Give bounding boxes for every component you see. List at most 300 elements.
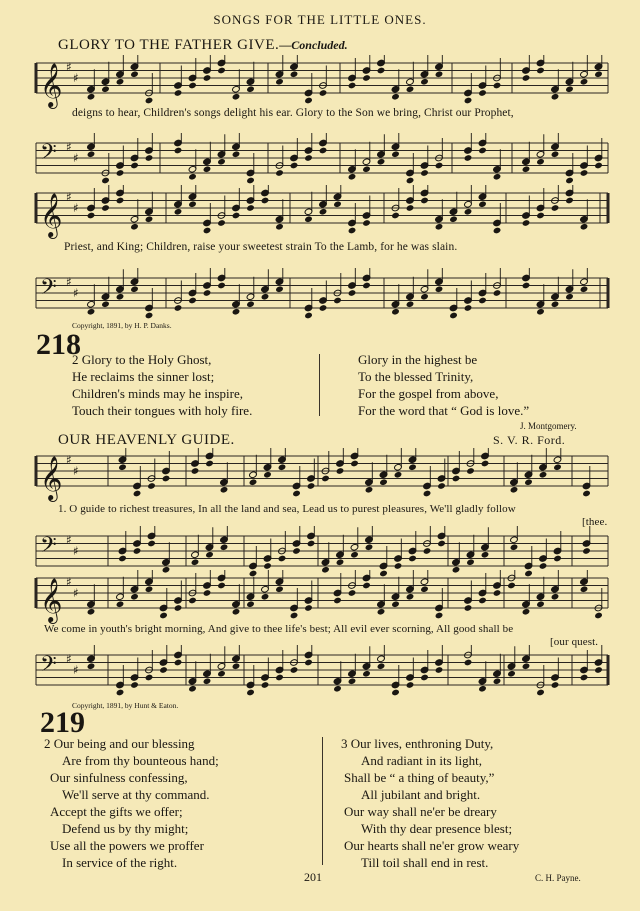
note-head [539, 471, 548, 479]
note-head [87, 662, 96, 670]
bass-clef-icon: 𝄢 [40, 140, 57, 170]
note-head [350, 551, 359, 559]
note-head [159, 612, 168, 620]
note-head [246, 600, 255, 608]
note-head [217, 158, 226, 166]
note-head [553, 555, 562, 563]
note-head [478, 147, 487, 155]
lyrics-overflow: [our quest. [550, 636, 599, 648]
note-head [290, 162, 299, 170]
note-head [174, 604, 183, 612]
note-head [188, 297, 197, 305]
music-system-5 [0, 448, 640, 528]
note-head [159, 666, 168, 674]
note-head [582, 490, 591, 498]
note-head [420, 197, 429, 205]
sharp-icon: ♯ [66, 140, 72, 154]
note-head [522, 219, 531, 227]
verse-line: Our way shall ne'er be dreary [344, 804, 497, 819]
sharp-icon: ♯ [73, 151, 79, 165]
note-head [536, 308, 545, 316]
note-head [116, 197, 125, 205]
sharp-icon: ♯ [66, 453, 72, 467]
note-head [263, 562, 272, 570]
note-head [217, 219, 226, 227]
note-head [478, 297, 487, 305]
sharp-icon: ♯ [66, 275, 72, 289]
note-head [522, 608, 531, 616]
note-head [174, 304, 183, 312]
note-head [292, 490, 301, 498]
note-head [391, 212, 400, 220]
note-head [188, 200, 197, 208]
music-system-4 [0, 268, 640, 348]
note-head [478, 89, 487, 97]
note-head [203, 289, 212, 297]
note-head [362, 165, 371, 173]
note-head [493, 289, 502, 297]
verse-line: We'll serve at thy command. [62, 787, 210, 802]
note-head [275, 223, 284, 231]
sharp-icon: ♯ [66, 652, 72, 666]
note-head [145, 674, 154, 682]
lyrics-line: deigns to hear, Children's songs delight his ear. Glory to the Son we bring, Christ our Prophet, [72, 107, 514, 119]
note-head [101, 300, 110, 308]
verse-line: All jubilant and bright. [361, 787, 481, 802]
note-head [130, 70, 139, 78]
note-head [118, 463, 127, 471]
note-head [333, 200, 342, 208]
note-head [348, 173, 357, 181]
note-head [101, 85, 110, 93]
sharp-icon: ♯ [73, 464, 79, 478]
note-head [406, 593, 415, 601]
note-head [116, 169, 125, 177]
bass-clef-icon: 𝄢 [40, 275, 57, 305]
note-head [565, 177, 574, 185]
note-head [594, 666, 603, 674]
music-system-8 [0, 645, 640, 725]
note-head [553, 463, 562, 471]
note-head [278, 555, 287, 563]
note-head [423, 490, 432, 498]
verse-line: For the word that “ God is love.” [358, 403, 530, 418]
note-head [232, 93, 241, 101]
sharp-icon: ♯ [66, 533, 72, 547]
note-head [365, 486, 374, 494]
copyright-notice: Copyright, 1891, by H. P. Danks. [72, 321, 172, 330]
note-head [493, 227, 502, 235]
verse-left-column [44, 735, 219, 871]
sharp-icon: ♯ [66, 60, 72, 74]
verse-line: 2 Our being and our blessing [44, 736, 195, 751]
note-head [536, 158, 545, 166]
note-head [551, 593, 560, 601]
note-head [580, 585, 589, 593]
note-head [481, 551, 490, 559]
note-head [452, 475, 461, 483]
note-head [391, 600, 400, 608]
lyrics-line: Priest, and King; Children, raise your sweetest strain To the Lamb, for he was slain. [64, 241, 458, 253]
lyrics-line: 1. O guide to richest treasures, In all the land and sea, Lead us to purest pleasures, We'll gladly follow [58, 503, 516, 515]
sharp-icon: ♯ [73, 663, 79, 677]
note-head [435, 70, 444, 78]
note-head [162, 475, 171, 483]
note-head [145, 585, 154, 593]
verse-line: He reclaims the sinner lost; [72, 369, 215, 384]
note-head [391, 689, 400, 697]
note-head [423, 547, 432, 555]
note-head [130, 285, 139, 293]
note-head [319, 147, 328, 155]
note-head [582, 547, 591, 555]
note-head [435, 666, 444, 674]
note-head [87, 150, 96, 158]
bass-clef-icon: 𝄢 [40, 652, 57, 682]
page-number: 201 [304, 870, 322, 884]
note-head [464, 208, 473, 216]
note-head [133, 547, 142, 555]
note-head [116, 78, 125, 86]
note-head [406, 681, 415, 689]
note-head [246, 689, 255, 697]
note-head [249, 478, 258, 486]
note-head [464, 304, 473, 312]
note-head [493, 589, 502, 597]
note-head [391, 308, 400, 316]
note-head [420, 169, 429, 177]
note-head [478, 685, 487, 693]
note-head [377, 67, 386, 75]
note-head [188, 82, 197, 90]
note-head [391, 150, 400, 158]
note-head [220, 543, 229, 551]
note-head [539, 562, 548, 570]
note-head [406, 204, 415, 212]
note-head [147, 540, 156, 548]
note-head [217, 282, 226, 290]
hymn-number: 219 [40, 706, 85, 739]
note-head [116, 689, 125, 697]
note-head [464, 154, 473, 162]
note-head [536, 600, 545, 608]
note-head [188, 173, 197, 181]
note-head [365, 543, 374, 551]
verse-line: Defend us by thy might; [62, 821, 189, 836]
note-head [217, 670, 226, 678]
note-head [261, 593, 270, 601]
note-head [420, 78, 429, 86]
note-head [391, 93, 400, 101]
note-head [406, 85, 415, 93]
note-head [130, 162, 139, 170]
note-head [551, 93, 560, 101]
author-credit: J. Montgomery. [520, 421, 577, 431]
running-header: SONGS FOR THE LITTLE ONES. [213, 12, 427, 27]
note-head [232, 308, 241, 316]
note-head [406, 177, 415, 185]
sharp-icon: ♯ [73, 71, 79, 85]
verse-line: Touch their tongues with holy fire. [72, 403, 253, 418]
note-head [510, 486, 519, 494]
verse-line: Glory in the highest be [358, 352, 478, 367]
note-head [174, 208, 183, 216]
note-head [394, 471, 403, 479]
note-head [304, 312, 313, 320]
note-head [507, 670, 516, 678]
note-head [203, 589, 212, 597]
verse-line: Our hearts shall ne'er grow weary [344, 838, 520, 853]
note-head [551, 300, 560, 308]
note-head [307, 540, 316, 548]
note-head [130, 223, 139, 231]
note-head [130, 681, 139, 689]
verse-line: And radiant in its light, [361, 753, 482, 768]
note-head [261, 197, 270, 205]
note-head [261, 681, 270, 689]
note-head [275, 169, 284, 177]
note-head [133, 490, 142, 498]
note-head [348, 677, 357, 685]
note-head [420, 293, 429, 301]
verse-line: 3 Our lives, enthroning Duty, [341, 736, 494, 751]
note-head [304, 659, 313, 667]
note-head [493, 82, 502, 90]
note-head [205, 460, 214, 468]
note-head [522, 165, 531, 173]
note-head [275, 78, 284, 86]
note-head [377, 158, 386, 166]
note-head [435, 162, 444, 170]
note-head [145, 97, 154, 105]
note-head [536, 67, 545, 75]
note-head [580, 78, 589, 86]
treble-clef-icon: 𝄞 [40, 63, 63, 107]
note-head [348, 82, 357, 90]
note-head [551, 204, 560, 212]
note-head [435, 223, 444, 231]
note-head [116, 293, 125, 301]
note-head [319, 208, 328, 216]
note-head [565, 197, 574, 205]
note-head [536, 689, 545, 697]
note-head [263, 471, 272, 479]
note-head [290, 70, 299, 78]
note-head [362, 219, 371, 227]
verse-line: In service of the right. [62, 855, 178, 870]
note-head [87, 308, 96, 316]
note-head [191, 467, 200, 475]
note-head [478, 200, 487, 208]
note-head [275, 285, 284, 293]
note-head [290, 612, 299, 620]
note-head [130, 593, 139, 601]
note-head [493, 173, 502, 181]
note-head [510, 543, 519, 551]
note-head [524, 478, 533, 486]
note-head [232, 212, 241, 220]
note-head [580, 285, 589, 293]
note-head [493, 677, 502, 685]
note-head [377, 608, 386, 616]
note-head [147, 482, 156, 490]
sharp-icon: ♯ [73, 286, 79, 300]
treble-clef-icon: 𝄞 [40, 578, 63, 622]
note-head [203, 165, 212, 173]
note-head [507, 582, 516, 590]
note-head [304, 604, 313, 612]
note-head [551, 681, 560, 689]
note-head [464, 97, 473, 105]
note-head [333, 685, 342, 693]
note-head [278, 463, 287, 471]
note-head [246, 177, 255, 185]
hymn-title-glory [58, 37, 348, 54]
note-head [580, 223, 589, 231]
verse-line: For the gospel from above, [358, 386, 499, 401]
note-head [203, 677, 212, 685]
note-head [478, 597, 487, 605]
verse-line: Use all the powers we proffer [50, 838, 204, 853]
note-head [551, 150, 560, 158]
sharp-icon: ♯ [66, 575, 72, 589]
copyright-notice: Copyright, 1891, by Hunt & Eaton. [72, 701, 179, 710]
sharp-icon: ♯ [73, 586, 79, 600]
note-head [118, 555, 127, 563]
note-head [466, 558, 475, 566]
sharp-icon: ♯ [66, 190, 72, 204]
note-head [217, 67, 226, 75]
note-head [191, 558, 200, 566]
note-head [565, 85, 574, 93]
note-head [435, 285, 444, 293]
note-head [522, 74, 531, 82]
note-head [145, 215, 154, 223]
note-head [101, 177, 110, 185]
note-head [377, 662, 386, 670]
note-head [362, 670, 371, 678]
sharp-icon: ♯ [73, 544, 79, 558]
note-head [449, 215, 458, 223]
note-head [580, 674, 589, 682]
note-head [307, 482, 316, 490]
note-head [406, 300, 415, 308]
verse-line: Our sinfulness confessing, [50, 770, 188, 785]
note-head [464, 604, 473, 612]
verse-line: 2 Glory to the Holy Ghost, [72, 352, 212, 367]
bass-clef-icon: 𝄢 [40, 533, 57, 563]
note-head [246, 204, 255, 212]
note-head [116, 600, 125, 608]
note-head [203, 74, 212, 82]
note-head [292, 547, 301, 555]
music-system-3 [0, 185, 640, 265]
note-head [275, 674, 284, 682]
music-system-7 [0, 570, 640, 650]
column-divider [322, 737, 323, 865]
note-head [174, 89, 183, 97]
note-head [437, 540, 446, 548]
note-head [232, 608, 241, 616]
note-head [304, 154, 313, 162]
treble-clef-icon: 𝄞 [40, 456, 63, 500]
note-head [232, 150, 241, 158]
note-head [205, 551, 214, 559]
note-head [466, 467, 475, 475]
treble-clef-icon: 𝄞 [40, 193, 63, 237]
note-head [145, 312, 154, 320]
note-head [319, 304, 328, 312]
verse-line: Are from thy bounteous hand; [62, 753, 219, 768]
note-head [304, 97, 313, 105]
note-head [261, 293, 270, 301]
note-head [290, 666, 299, 674]
note-head [87, 608, 96, 616]
note-head [333, 597, 342, 605]
note-head [420, 585, 429, 593]
note-head [319, 89, 328, 97]
note-head [87, 212, 96, 220]
note-head [174, 147, 183, 155]
note-head [321, 475, 330, 483]
note-head [203, 227, 212, 235]
note-head [449, 312, 458, 320]
hymn-number: 218 [36, 328, 81, 361]
note-head [348, 289, 357, 297]
note-head [435, 612, 444, 620]
verse-right-column [341, 735, 519, 871]
note-head [101, 204, 110, 212]
note-head [246, 300, 255, 308]
note-head [275, 585, 284, 593]
sharp-icon: ♯ [73, 201, 79, 215]
verse-line: Children's minds may he inspire, [72, 386, 243, 401]
note-head [522, 282, 531, 290]
note-head [580, 169, 589, 177]
note-head [536, 212, 545, 220]
note-head [362, 74, 371, 82]
verse-line: Shall be “ a thing of beauty,” [344, 770, 495, 785]
note-head [594, 70, 603, 78]
hymn-title-heavenly-guide: OUR HEAVENLY GUIDE. [58, 432, 235, 448]
note-head [217, 582, 226, 590]
column-divider [319, 354, 320, 416]
hymn-title-text: GLORY TO THE FATHER GIVE. [58, 37, 280, 53]
verse-right-column [358, 351, 529, 419]
note-head [333, 297, 342, 305]
note-head [232, 662, 241, 670]
note-head [188, 597, 197, 605]
note-head [348, 589, 357, 597]
note-head [420, 674, 429, 682]
note-head [362, 282, 371, 290]
note-head [565, 293, 574, 301]
note-head [379, 478, 388, 486]
note-head [174, 659, 183, 667]
note-head [522, 662, 531, 670]
note-head [304, 215, 313, 223]
verse-line: Till toil shall end in rest. [361, 855, 489, 870]
note-head [437, 482, 446, 490]
note-head [350, 460, 359, 468]
note-head [594, 612, 603, 620]
verse-left-column [72, 351, 252, 419]
note-head [336, 467, 345, 475]
note-head [336, 558, 345, 566]
note-head [348, 227, 357, 235]
verse-line: Accept the gifts we offer; [50, 804, 183, 819]
note-head [594, 162, 603, 170]
